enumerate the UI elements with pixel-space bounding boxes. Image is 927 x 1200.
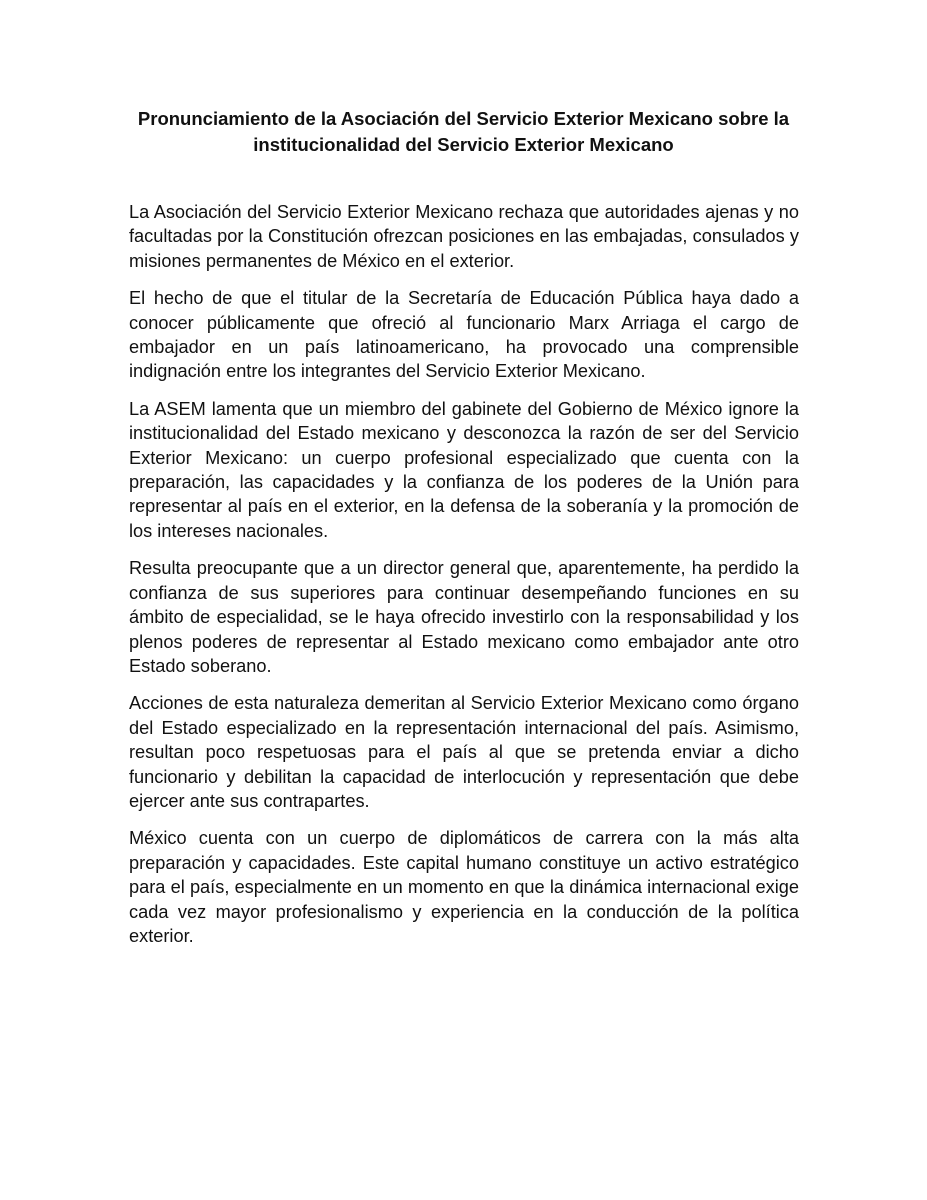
paragraph: Acciones de esta naturaleza demeritan al Servicio Exterior Mexicano como órgano del Estado especializado en la representación internacional del país. Asimismo, resultan poco respetuosas para el país al que se pretenda enviar a dicho funcionario y debilitan la capacidad de interlocución y representación que debe ejercer ante sus contrapartes. [129,693,799,811]
paragraph: La Asociación del Servicio Exterior Mexicano rechaza que autoridades ajenas y no facultadas por la Constitución ofrezcan posiciones en las embajadas, consulados y misiones permanentes de México en el exterior. [129,202,799,271]
paragraph: Resulta preocupante que a un director general que, aparentemente, ha perdido la confianza de sus superiores para continuar desempeñando funciones en su ámbito de especialidad, se le haya ofrecido investirlo con la responsabilidad y los plenos poderes de representar al Estado mexicano como embajador ante otro Estado soberano. [129,558,799,676]
title-line-2: institucionalidad del Servicio Exterior Mexicano [253,134,674,155]
paragraph: México cuenta con un cuerpo de diplomáticos de carrera con la más alta preparación y capacidades. Este capital humano constituye un activo estratégico para el país, especialmente en un momento en que la dinámica internacional exige cada vez mayor profesionalismo y experiencia en la conducción de la política exterior. [129,828,799,946]
paragraph: El hecho de que el titular de la Secretaría de Educación Pública haya dado a conocer públicamente que ofreció al funcionario Marx Arriaga el cargo de embajador en un país latinoamericano, ha provocado una comprensible indignación entre los integrantes del Servicio Exterior Mexicano. [129,288,799,382]
paragraph: La ASEM lamenta que un miembro del gabinete del Gobierno de México ignore la institucionalidad del Estado mexicano y desconozca la razón de ser del Servicio Exterior Mexicano: un cuerpo profesional especializado que cuenta con la preparación, las capacidades y la confianza de los poderes de la Unión para representar al país en el exterior, en la defensa de la soberanía y la promoción de los intereses nacionales. [129,398,799,541]
document-title [100,106,827,158]
title-line-1: Pronunciamiento de la Asociación del Servicio Exterior Mexicano sobre la [137,108,790,129]
document-body [129,200,799,961]
